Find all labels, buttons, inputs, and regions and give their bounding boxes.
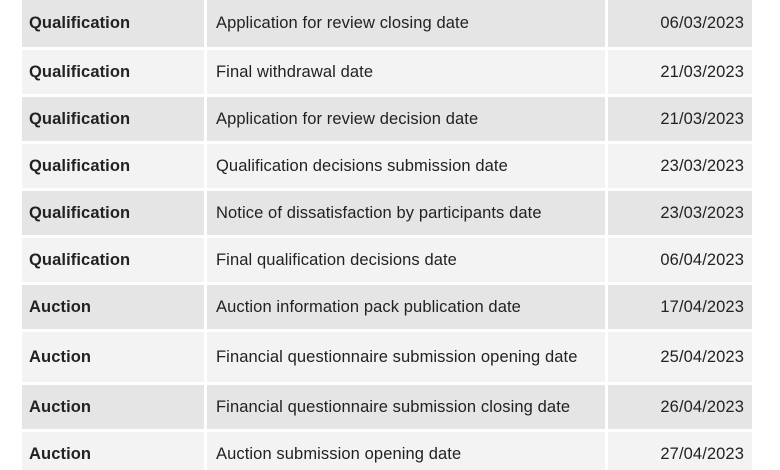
table-row: [22, 332, 752, 382]
event-cell: Auction submission opening date: [207, 432, 605, 470]
event-cell: Final withdrawal date: [207, 50, 605, 94]
event-cell: Notice of dissatisfaction by participants date: [207, 191, 605, 235]
date-cell: 23/03/2023: [608, 144, 752, 188]
event-cell: Application for review closing date: [207, 0, 605, 47]
table-row: [22, 432, 752, 470]
date-cell: 25/04/2023: [608, 332, 752, 382]
event-cell: Financial questionnaire submission closing date: [207, 385, 605, 429]
stage-cell: Auction: [22, 432, 204, 470]
stage-cell: Qualification: [22, 144, 204, 188]
date-cell: 21/03/2023: [608, 50, 752, 94]
table-row: [22, 0, 752, 47]
date-cell: 06/04/2023: [608, 238, 752, 282]
stage-cell: Qualification: [22, 97, 204, 141]
table-row: [22, 238, 752, 282]
table-row: [22, 97, 752, 141]
table-row: [22, 50, 752, 94]
date-cell: 21/03/2023: [608, 97, 752, 141]
stage-cell: Auction: [22, 285, 204, 329]
date-cell: 06/03/2023: [608, 0, 752, 47]
stage-cell: Qualification: [22, 0, 204, 47]
event-cell: Final qualification decisions date: [207, 238, 605, 282]
event-cell: Auction information pack publication date: [207, 285, 605, 329]
date-cell: 17/04/2023: [608, 285, 752, 329]
event-cell: Financial questionnaire submission opening date: [207, 332, 605, 382]
stage-cell: Qualification: [22, 50, 204, 94]
timeline-table: [22, 0, 752, 470]
event-cell: Application for review decision date: [207, 97, 605, 141]
table-row: [22, 191, 752, 235]
event-cell: Qualification decisions submission date: [207, 144, 605, 188]
date-cell: 26/04/2023: [608, 385, 752, 429]
table-row: [22, 285, 752, 329]
stage-cell: Qualification: [22, 238, 204, 282]
table-row: [22, 385, 752, 429]
date-cell: 27/04/2023: [608, 432, 752, 470]
stage-cell: Auction: [22, 385, 204, 429]
stage-cell: Qualification: [22, 191, 204, 235]
table-row: [22, 144, 752, 188]
date-cell: 23/03/2023: [608, 191, 752, 235]
stage-cell: Auction: [22, 332, 204, 382]
